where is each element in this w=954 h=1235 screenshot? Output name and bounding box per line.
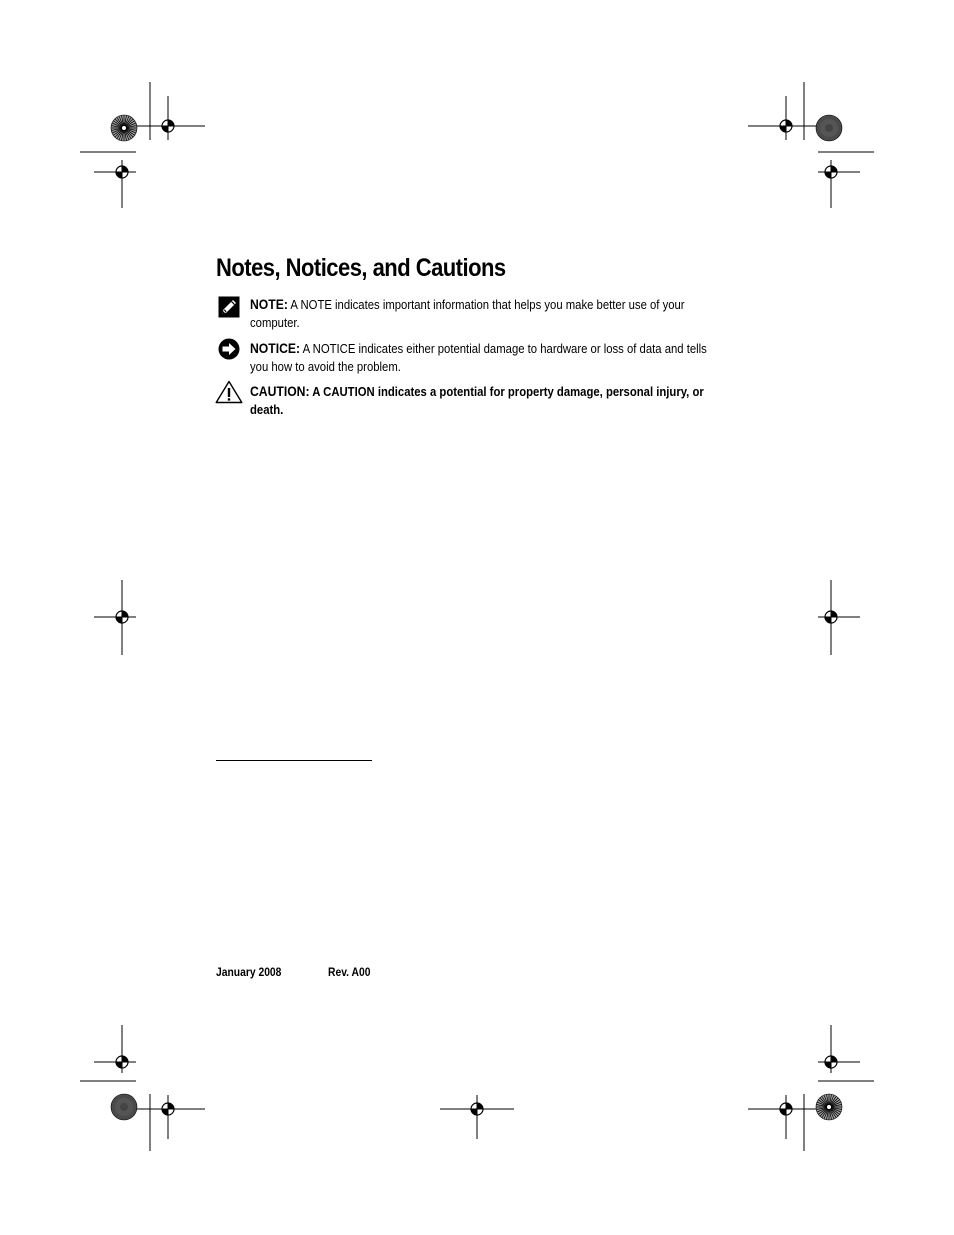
revision-number: Rev. A00 [328, 965, 371, 979]
registration-crosshair-icon [471, 1103, 483, 1115]
registration-crosshair-icon [825, 611, 837, 623]
publication-date: January 2008 [216, 965, 282, 979]
notice-label: NOTICE: [250, 340, 301, 356]
notice-arrow-icon [218, 338, 240, 360]
caution-admonition [250, 383, 715, 418]
notice-admonition [250, 340, 715, 375]
registration-crosshair-icon [162, 1103, 174, 1115]
registration-crosshair-icon [116, 1056, 128, 1068]
starburst-target-icon [111, 115, 137, 141]
registration-crosshair-icon [116, 166, 128, 178]
footnote-separator [216, 760, 372, 761]
notice-text: A NOTICE indicates either potential damage to hardware or loss of data and tells you how to avoid the problem. [250, 341, 707, 374]
caution-text: A CAUTION indicates a potential for property damage, personal injury, or death. [250, 384, 704, 417]
warning-triangle-icon [215, 380, 243, 404]
note-text: A NOTE indicates important information that helps you make better use of your computer. [250, 297, 685, 330]
starburst-target-icon [816, 1094, 842, 1120]
registration-crosshair-icon [780, 1103, 792, 1115]
registration-crosshair-icon [825, 166, 837, 178]
caution-label: CAUTION: [250, 383, 310, 399]
note-admonition [250, 296, 715, 331]
registration-crosshair-icon [825, 1056, 837, 1068]
starburst-target-icon [816, 115, 842, 141]
registration-crosshair-icon [116, 611, 128, 623]
page-title: Notes, Notices, and Cautions [216, 254, 506, 282]
note-label: NOTE: [250, 296, 288, 312]
pencil-note-icon [218, 296, 240, 318]
starburst-target-icon [111, 1094, 137, 1120]
registration-crosshair-icon [780, 120, 792, 132]
registration-crosshair-icon [162, 120, 174, 132]
